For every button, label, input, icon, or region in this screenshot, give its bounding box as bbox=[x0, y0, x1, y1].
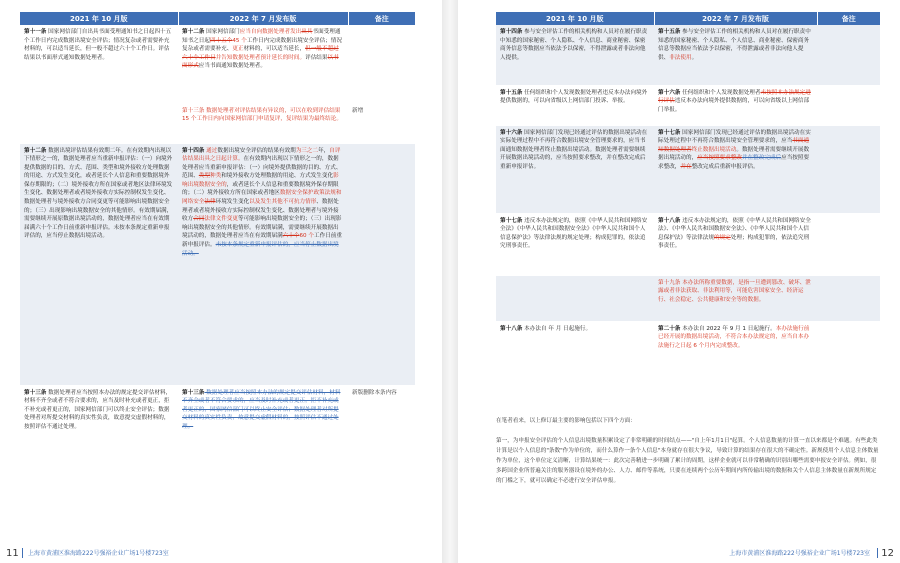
old-clause bbox=[20, 25, 178, 103]
new-clause bbox=[654, 85, 817, 125]
table-row bbox=[20, 385, 415, 477]
clause-segment: 未按本条规定重新申报评估的，应当停止数据出境活动。 bbox=[182, 242, 339, 257]
clause-segment: 第十一条 bbox=[24, 29, 47, 35]
old-clause bbox=[496, 25, 654, 85]
clause-segment: 第十六条 bbox=[500, 129, 523, 136]
clause-segment: 更正 bbox=[232, 46, 244, 53]
new-clause bbox=[178, 385, 348, 477]
clause-segment: 第十九条 本办法所称重要数据，是指一旦遭到篡改、破坏、泄露或者非法获取、非法利用等，可能危害国家安全、经济运行、社会稳定、公共健康和安全等的数据。 bbox=[658, 279, 811, 303]
clause-segment: 法律 bbox=[204, 199, 216, 206]
clause-segment: 第十四条 bbox=[182, 147, 205, 154]
old-clause bbox=[20, 103, 178, 143]
clause-segment: 任何组织和个人发现数据处理者违反本办法向境外提供数据的，可以向省级以上网信部门投诉、举报。 bbox=[500, 89, 648, 105]
clause-segment: 。 bbox=[691, 54, 698, 61]
book-gutter bbox=[442, 0, 458, 563]
clause-segment: 国家网信部门发现已经通过评估的数据出境活动在实际处理过程中不再符合数据出境安全管理要求的，应当书面通知数据处理者终止数据出境活动。数据处理者需要继续开展数据出境活动的，应当按照要求整改，并在整改完成后重新申报评估。 bbox=[500, 129, 648, 170]
clause-segment: 任何组织和个人发现数据处理者 bbox=[680, 89, 761, 96]
clause-segment: 四十五个 bbox=[209, 37, 233, 44]
right-page bbox=[458, 0, 900, 563]
clause-segment: 整改完成后重新申报评估。 bbox=[691, 163, 759, 170]
clause-segment: 违反本办法规定的，依照《中华人民共和国网络安全法》、《中华人民共和国数据安全法》、《中华人民共和国个人信息保护法》等法律法规 bbox=[658, 217, 811, 241]
clause-segment: 违反本办法规定的，依照《中华人民共和国网络安全法》《中华人民共和国数据安全法》《中华人民共和国个人信息保护法》等法律法规的规定处理；构成犯罪的，依法追究刑事责任。 bbox=[500, 217, 648, 250]
clause-segment: 违反本办法向境外提供数据的，可以向省级以上网信部门举报。 bbox=[658, 98, 810, 113]
clause-segment: 并告知数据处理者预计延长的时间。 bbox=[215, 54, 306, 61]
clause-segment: 工作日内完成数据出境安全评估；情况复杂或者需要补充、 bbox=[182, 37, 342, 53]
clause-segment: 第十二条 bbox=[182, 29, 205, 35]
clause-segment: 、数据处理者或者境外接收方实际控制权发生变化、数据处理者与境外接收方 bbox=[182, 199, 339, 223]
clause-segment: 第二十条 bbox=[658, 325, 681, 332]
clause-segment: 但一般不超过六十个工作日 bbox=[182, 46, 339, 61]
new-clause bbox=[178, 25, 348, 103]
note-cell: 新增 bbox=[348, 103, 415, 143]
clause-segment: 参与安全评估工作的相关机构和人员对在履行职责中知悉的国家秘密、个人隐私、个人信息、商业秘密、保密商务信息等数据应当依法予以保密，不得泄露或者非法向他人提供。 bbox=[500, 29, 648, 61]
clause-segment: 合同 bbox=[193, 216, 205, 223]
header-2022: 2022 年 7 月发布版 bbox=[654, 12, 817, 25]
clause-segment: 和境外接收方处理数据的用途、方式发生变化 bbox=[221, 173, 334, 180]
clause-segment: ，或者延长个人信息和重要数据境外保存期限的；（二）境外接收方所在国家或者地区 bbox=[182, 181, 339, 197]
clause-segment: 60 个 bbox=[299, 233, 314, 240]
new-clause bbox=[654, 275, 817, 321]
comparison-table-left bbox=[20, 12, 415, 478]
table-row bbox=[496, 125, 880, 213]
footer-divider bbox=[22, 548, 23, 558]
clause-segment: 第十七条 bbox=[500, 217, 523, 224]
clause-segment: 第十五条 bbox=[500, 89, 523, 96]
note-cell bbox=[348, 143, 415, 385]
table-row bbox=[496, 85, 880, 125]
clause-segment: 第十二条 bbox=[24, 147, 47, 154]
header-2022: 2022 年 7 月发布版 bbox=[178, 12, 348, 25]
clause-segment: 并在 bbox=[680, 163, 692, 170]
clause-segment: 书面受理通知书之日起 bbox=[182, 29, 341, 44]
new-clause bbox=[178, 103, 348, 143]
clause-segment: 等可能影响出境数据安全的；（三）出现影响出境数据安全的其他情形。有效期届满，需要继续开展数据出境活动的，数据处理者应当在有效期届满 bbox=[182, 216, 342, 240]
clause-segment: 影响出境数据安全的 bbox=[182, 173, 339, 188]
note-cell bbox=[348, 25, 415, 103]
note-cell: 新版删除本条内容 bbox=[348, 385, 415, 477]
clause-segment: 第十五条 bbox=[658, 29, 681, 35]
old-clause bbox=[20, 385, 178, 477]
new-clause bbox=[178, 143, 348, 385]
clause-segment: 第十三条 数据处理者对评估结果有异议的，可以在收到评估结果 15 个工作日内向国家网信部门申请复评，复评结果为最终结论。 bbox=[182, 107, 342, 123]
page-number-left: 11 bbox=[6, 548, 19, 559]
clause-segment: 种类 bbox=[210, 173, 222, 180]
new-clause bbox=[654, 321, 817, 367]
comparison-table-right bbox=[496, 12, 880, 368]
footer-address-left: 上海市黄浦区淮海路222号强裕企业广场1号楼723室 bbox=[28, 550, 169, 557]
note-cell bbox=[817, 275, 880, 321]
table-row bbox=[20, 143, 415, 385]
footer-address-right: 上海市黄浦区淮海路222号强裕企业广场1号楼723室 bbox=[729, 550, 870, 557]
left-page bbox=[0, 0, 442, 563]
clause-segment: 数据处理者应当按照本办法的规定提交评估材料，材料不齐全或者不符合要求的，应当及时补充或者更正，拒不补充或者更正的，国家网信部门可以终止安全评估；数据处理者对所提交材料的真实性负责，故意提交虚假材料的，按照评估不通过处理。 bbox=[182, 389, 341, 430]
table-row bbox=[20, 25, 415, 103]
clause-segment: 在有效期内出现以下情形之一的，数据处理者应当重新申报评估：（一）向境外提供数据的目的、方式、范围、 bbox=[182, 156, 342, 180]
page-number-right: 12 bbox=[881, 548, 894, 559]
clause-segment: 的规定 bbox=[713, 234, 731, 241]
table-row bbox=[496, 25, 880, 85]
clause-segment: 数据处理者应当按照本办法的规定提交评估材料，材料不齐全或者不符合要求的，应当及时补充或者更正，拒不补充或者更正的，国家网信部门可以终止安全评估；数据处理者对所提交材料的真实性负责，故意提交虚假材料的，按照评估不通过处理。 bbox=[24, 389, 172, 430]
note-cell bbox=[817, 85, 880, 125]
clause-segment: 第十四条 bbox=[500, 29, 523, 35]
header-2021: 2021 年 10 月版 bbox=[496, 12, 654, 25]
clause-segment: 非法使用 bbox=[669, 54, 692, 61]
intro-paragraph: 在笔者看来，以上修订最主要的影响包括以下四个方面： bbox=[496, 418, 636, 424]
clause-segment: 工作日前重新申报评估。 bbox=[182, 233, 342, 249]
clause-segment: 第十八条 bbox=[658, 217, 681, 224]
old-clause bbox=[20, 143, 178, 385]
table-row bbox=[20, 103, 415, 143]
clause-segment: 本办法自 2022 年 9 月 1 日起施行。 bbox=[680, 325, 776, 332]
header-note: 备注 bbox=[348, 12, 415, 25]
clause-segment: 45 个 bbox=[232, 37, 247, 44]
clause-segment: 为三之二 bbox=[295, 147, 319, 154]
clause-segment: 参与安全评估工作的相关机构和人员对在履行职责中知悉的国家秘密、个人隐私、个人信息、商业秘密、保密商务信息等数据应当依法予以保密，不得泄露或者非法向他人提供、 bbox=[658, 29, 811, 61]
clause-segment: 并在整改完成后 bbox=[741, 155, 782, 162]
footer-divider bbox=[877, 548, 878, 558]
clause-segment: 国家网信部门自出具书面受理通知书之日起四十五个工作日内完成数据出境安全评估；情况复杂或者需要补充材料的，可以适当延长，但一般不超过六十个工作日。评估结果以书面形式通知数据处理者。 bbox=[24, 29, 172, 61]
clause-segment: 国家网信部门发现已经通过评估的数据出境活动在实际处理过程中不再符合数据出境安全管理要求的，应当 bbox=[658, 129, 811, 145]
clause-segment: 第十三条 bbox=[24, 389, 47, 396]
clause-segment: 应当自向数据处理者发出 bbox=[239, 29, 302, 35]
header-note: 备注 bbox=[817, 12, 880, 25]
clause-segment: 第十八条 bbox=[500, 325, 523, 332]
clause-segment: 材料的，可以适当延长， bbox=[243, 46, 306, 53]
clause-segment: 第十六条 bbox=[658, 89, 681, 96]
clause-segment: 终止数据出境活动 bbox=[691, 146, 737, 153]
note-cell bbox=[817, 25, 880, 85]
clause-segment: 。数据处理者需要继续开展数据出境活动的， bbox=[658, 146, 810, 162]
old-clause bbox=[496, 275, 654, 321]
clause-segment: 数据出境安全评估的结果有效期 bbox=[217, 147, 296, 154]
old-clause bbox=[496, 213, 654, 275]
table-row bbox=[496, 275, 880, 321]
clause-segment: 环境发生变化 bbox=[215, 199, 250, 206]
new-clause bbox=[654, 125, 817, 213]
header-2021: 2021 年 10 月版 bbox=[20, 12, 178, 25]
old-clause bbox=[496, 125, 654, 213]
note-cell bbox=[817, 321, 880, 367]
note-cell bbox=[817, 213, 880, 275]
clause-segment: 通过 bbox=[206, 147, 218, 154]
clause-segment: 年， bbox=[318, 147, 330, 154]
clause-segment: 处理；构成犯罪的，依法追究刑事责任。 bbox=[658, 234, 810, 250]
old-clause bbox=[496, 321, 654, 367]
clause-segment: 本办法自 年 月 日起施行。 bbox=[522, 325, 592, 332]
clause-segment: 国家网信部门 bbox=[204, 29, 240, 35]
clause-segment: 六十个 bbox=[282, 233, 300, 240]
clause-segment: 评估结果 bbox=[305, 54, 328, 61]
clause-segment: 应当按照要求整改 bbox=[697, 155, 742, 162]
old-clause bbox=[496, 85, 654, 125]
clause-segment: 应当按照要求整改， bbox=[658, 155, 810, 170]
clause-segment: 数据出境评估结果有效期二年。在有效期内出现以下情形之一的，数据处理者应当重新申报评估：（一）向境外提供数据的目的、方式、范围、类型和境外接收方处理数据的用途、方式发生变化，或者延长个人信息和重要数据境外保存期限的；（二）境外接收方所在国家或者地区法律环境发生变化、数据处理者或者境外接收方实际控制权发生变化、数据处理者与境外接收方合同变更等可能影响出境数据安全的；（三）出现影响出境数据安全的其他情形。有效期届满，需要继续开展原数据出境活动的，数据处理者应当在有效期届满六十个工作日前重新申报评估。未按本条规定重新申报评估的，应当停止数据出境活动。 bbox=[24, 147, 173, 240]
note-cell bbox=[817, 125, 880, 213]
new-clause bbox=[654, 25, 817, 85]
clause-segment: 应当书面通知数据处理者。 bbox=[198, 63, 266, 70]
new-clause bbox=[654, 213, 817, 275]
clause-segment: 数据安全保护政策法规和网络安全 bbox=[182, 190, 342, 206]
clause-segment: 未按照本办法规定进行评估 bbox=[658, 89, 811, 105]
clause-segment: 第十三条 bbox=[182, 389, 205, 396]
clause-segment: 出具 bbox=[301, 29, 313, 35]
clause-segment: 第十七条 bbox=[658, 129, 681, 136]
clause-segment: 类型 bbox=[198, 173, 210, 180]
clause-segment: 自评估结果出具之日起计算。 bbox=[182, 147, 341, 163]
table-row bbox=[496, 213, 880, 275]
clause-segment: 法律文件变更 bbox=[204, 216, 238, 223]
clause-segment: 本办法施行前已经开展的数据出境活动，不符合本办法规定的，应当自本办法施行之日起 6 个月内完成整改。 bbox=[658, 325, 810, 349]
clause-segment: 以及发生其他不可抗力情形 bbox=[249, 199, 317, 206]
clause-segment: 书面通知数据处理者 bbox=[658, 138, 810, 153]
clause-segment: 以书面形式 bbox=[182, 54, 339, 70]
body-paragraph: 第一，为申报安全评估的个人信息出境数量积累设定了非常明确的时间结点——"自上年1月1日"起算。个人信息数量的计算一直以来都是个难题。有些此类计算是以个人信息的"条数"作为单位的，而什么算作一条个人信息"本身就存在很大争议，导致计算的结果存在很大的不确定性。新规使用个人信息主体数量作为单位，这个单位定义清晰，计算结果统一：此次完善精进一步明确了累计的周期，这样企业就可以非常精确的识别出哪些需要申报安全评估。例如，很多跨国企业所普遍关注的服务器设在境外的办公、人力、邮件等系统，只要在连续两个公历年期间内所传输出境的数据和关个人信息主体数量在新规所规定的门槛之下，就可以确定不必进行安全评估申报。 bbox=[496, 438, 879, 484]
table-row bbox=[496, 321, 880, 367]
